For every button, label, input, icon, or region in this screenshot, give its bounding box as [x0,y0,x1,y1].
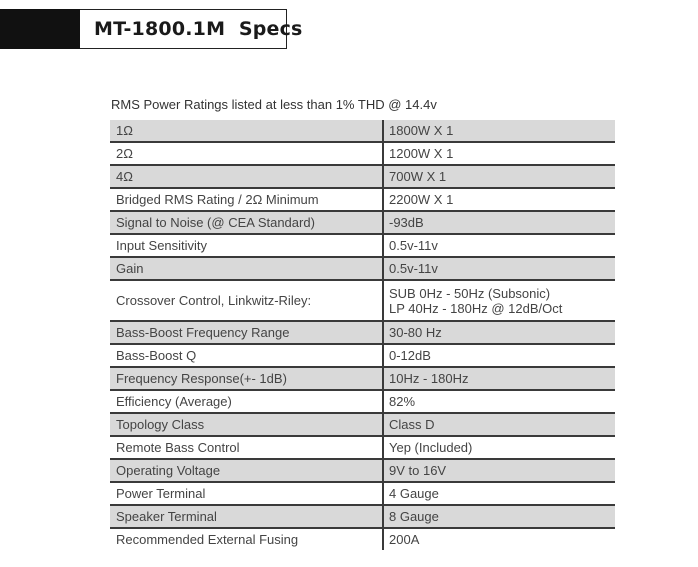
table-row [110,257,615,280]
table-row [110,505,615,528]
spec-label: Efficiency (Average) [110,390,383,413]
spec-header [0,9,303,49]
spec-label: Input Sensitivity [110,234,383,257]
spec-label: Topology Class [110,413,383,436]
spec-value: 1200W X 1 [383,142,615,165]
spec-value: Yep (Included) [383,436,615,459]
table-row [110,211,615,234]
table-row [110,280,615,321]
header-black-block [0,9,80,49]
spec-label: 2Ω [110,142,383,165]
spec-label: Speaker Terminal [110,505,383,528]
table-row [110,390,615,413]
spec-label: 1Ω [110,120,383,142]
table-row [110,413,615,436]
spec-value: 82% [383,390,615,413]
table-row [110,367,615,390]
spec-value: 9V to 16V [383,459,615,482]
table-row [110,344,615,367]
table-row [110,142,615,165]
spec-label: Bass-Boost Frequency Range [110,321,383,344]
table-row [110,188,615,211]
spec-value: 2200W X 1 [383,188,615,211]
spec-value: 0.5v-11v [383,234,615,257]
spec-label: Frequency Response(+- 1dB) [110,367,383,390]
spec-value: 700W X 1 [383,165,615,188]
spec-value: 200A [383,528,615,550]
spec-value-line: LP 40Hz - 180Hz @ 12dB/Oct [389,300,563,316]
table-row [110,436,615,459]
header-title-box [80,9,303,49]
table-row [110,165,615,188]
table-row [110,321,615,344]
table-row [110,459,615,482]
table-row [110,528,615,550]
spec-value: 10Hz - 180Hz [383,367,615,390]
spec-label: 4Ω [110,165,383,188]
spec-value: -93dB [383,211,615,234]
spec-value [383,280,615,321]
spec-value: 0-12dB [383,344,615,367]
table-row [110,120,615,142]
spec-label: Gain [110,257,383,280]
page-title: MT-1800.1M Specs [94,18,303,40]
rms-note: RMS Power Ratings listed at less than 1% THD @ 14.4v [111,97,437,112]
spec-value-line: SUB 0Hz - 50Hz (Subsonic) [389,285,551,301]
spec-label: Signal to Noise (@ CEA Standard) [110,211,383,234]
spec-label: Power Terminal [110,482,383,505]
spec-label: Recommended External Fusing [116,532,299,547]
table-row [110,234,615,257]
spec-value: 30-80 Hz [383,321,615,344]
spec-label: Bass-Boost Q [110,344,383,367]
spec-label: Crossover Control, Linkwitz-Riley: [110,280,383,321]
spec-value: 1800W X 1 [383,120,615,142]
spec-value: Class D [383,413,615,436]
spec-label: Bridged RMS Rating / 2Ω Minimum [110,188,383,211]
spec-label: Remote Bass Control [110,436,383,459]
spec-value: 0.5v-11v [383,257,615,280]
spec-value: 8 Gauge [383,505,615,528]
spec-label: Operating Voltage [110,459,383,482]
table-row [110,482,615,505]
spec-value: 4 Gauge [383,482,615,505]
specs-table [110,120,615,550]
